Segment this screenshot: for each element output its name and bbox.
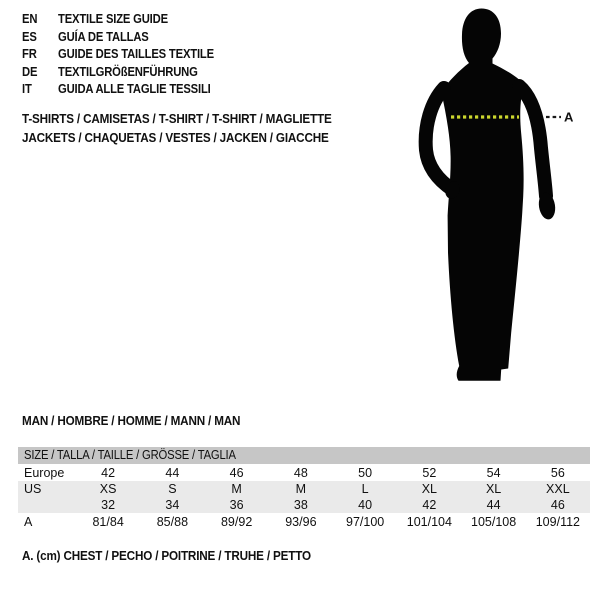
- language-row-en: [22, 11, 214, 29]
- man-silhouette-figure: [400, 0, 600, 400]
- language-label: GUÍA DE TALLAS: [58, 29, 149, 44]
- size-value: XXL: [546, 482, 570, 496]
- size-value: 46: [550, 498, 565, 512]
- size-value: XL: [421, 482, 438, 496]
- size-value: 38: [293, 498, 308, 512]
- row-label: A: [24, 515, 33, 529]
- language-code: FR: [22, 47, 37, 61]
- size-value: XL: [485, 482, 502, 496]
- size-value: 89/92: [220, 515, 253, 529]
- size-value: 42: [101, 465, 116, 480]
- size-value: 40: [358, 498, 373, 512]
- language-label: GUIDA ALLE TAGLIE TESSILI: [58, 82, 211, 96]
- size-value: 46: [229, 465, 244, 480]
- size-value: 54: [486, 465, 501, 480]
- table-row-us-numeric: [18, 497, 590, 513]
- size-value: 42: [422, 498, 437, 512]
- size-value: 81/84: [92, 515, 124, 529]
- language-code: DE: [22, 64, 38, 79]
- size-table: [18, 447, 590, 531]
- row-label: US: [24, 482, 42, 496]
- language-row-de: [22, 64, 214, 82]
- man-silhouette-svg: [400, 0, 600, 400]
- language-code: ES: [22, 29, 37, 44]
- table-row-europe: [18, 464, 590, 481]
- size-value: 56: [550, 465, 565, 480]
- size-table-header-text: SIZE / TALLA / TAILLE / GRÖSSE / TAGLIA: [24, 448, 236, 462]
- size-value: 101/104: [406, 515, 452, 529]
- language-row-fr: [22, 46, 214, 64]
- size-value: 93/96: [285, 515, 317, 529]
- size-value: 85/88: [156, 515, 189, 529]
- size-value: 109/112: [535, 515, 580, 529]
- language-row-it: [22, 81, 214, 99]
- language-code: EN: [22, 12, 38, 26]
- language-code: IT: [22, 82, 32, 96]
- size-value: 32: [101, 498, 116, 512]
- size-value: M: [295, 482, 307, 496]
- size-value: 34: [165, 498, 180, 512]
- language-list: [22, 11, 214, 99]
- language-row-es: [22, 29, 214, 47]
- size-table-header: [18, 447, 590, 464]
- language-label: TEXTILGRÖßENFÜHRUNG: [58, 64, 198, 79]
- table-row-chest-a: [18, 513, 590, 531]
- category-tshirts: T-SHIRTS / CAMISETAS / T-SHIRT / T-SHIRT / MAGLIETTE: [22, 111, 332, 126]
- size-value: L: [361, 482, 369, 496]
- size-value: 50: [358, 465, 373, 480]
- language-label: GUIDE DES TAILLES TEXTILE: [58, 47, 214, 61]
- size-value: 105/108: [471, 515, 517, 529]
- size-value: 44: [486, 498, 501, 512]
- section-title-man: MAN / HOMBRE / HOMME / MANN / MAN: [22, 413, 241, 428]
- size-value: XS: [99, 482, 117, 496]
- size-value: 44: [165, 465, 180, 480]
- size-value: 97/100: [346, 515, 385, 529]
- language-label: TEXTILE SIZE GUIDE: [58, 12, 168, 26]
- size-value: 52: [422, 465, 437, 480]
- category-list: [22, 109, 332, 147]
- size-value: M: [231, 482, 242, 496]
- measurement-footnote: A. (cm) CHEST / PECHO / POITRINE / TRUHE / PETTO: [22, 548, 311, 563]
- table-row-us: [18, 481, 590, 497]
- measure-label-a: A: [564, 109, 574, 125]
- size-value: 36: [229, 498, 244, 512]
- category-jackets: JACKETS / CHAQUETAS / VESTES / JACKEN / GIACCHE: [22, 130, 329, 145]
- size-value: S: [168, 482, 177, 496]
- row-label: Europe: [24, 465, 65, 480]
- size-value: 48: [293, 465, 308, 480]
